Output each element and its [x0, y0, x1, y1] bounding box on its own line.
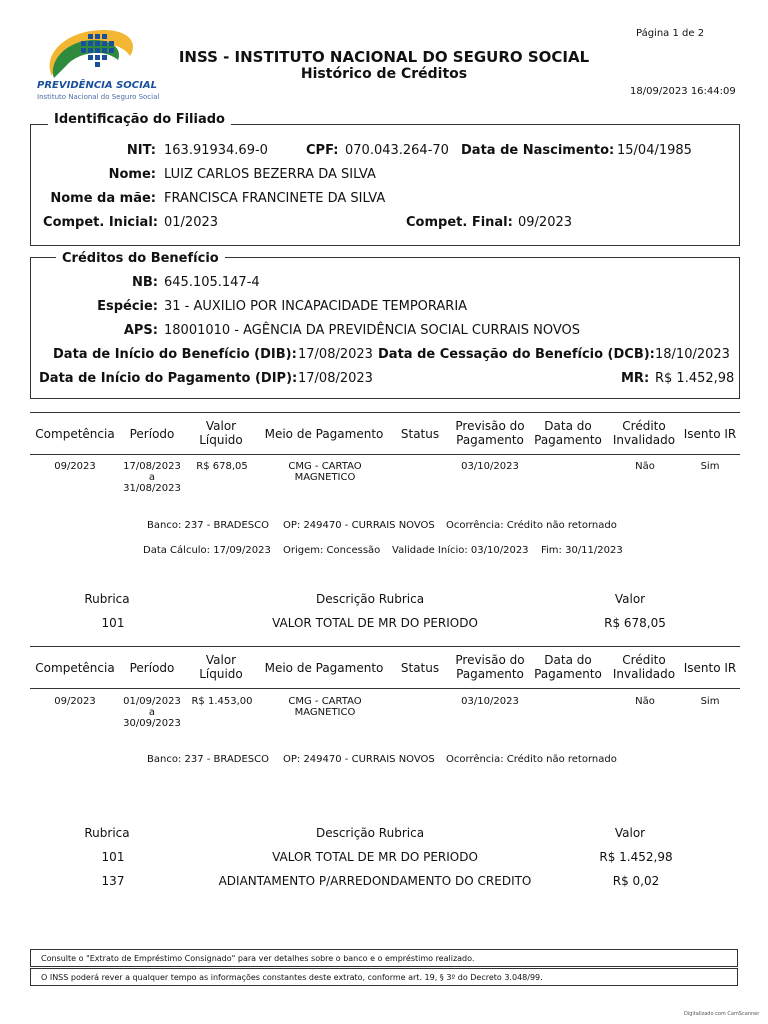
row1-valor: R$ 678,05	[196, 461, 248, 472]
rubrica-descricao: VALOR TOTAL DE MR DO PERIODO	[272, 616, 478, 630]
dcb-value: 18/10/2023	[655, 347, 730, 362]
mr-label: MR:	[621, 371, 650, 386]
nascimento-label: Data de Nascimento:	[461, 143, 615, 158]
aps-label: APS:	[123, 323, 158, 338]
row1-ocorrencia: Ocorrência: Crédito não retornado	[446, 520, 617, 531]
th-credito-invalidado: Crédito Invalidado	[612, 419, 676, 447]
row2-previsao: 03/10/2023	[461, 696, 519, 707]
nb-label: NB:	[132, 275, 158, 290]
rubrica-descricao: VALOR TOTAL DE MR DO PERIODO	[272, 850, 478, 864]
beneficio-legend: Créditos do Benefício	[56, 251, 225, 266]
row1-meio: CMG - CARTAO MAGNETICO	[288, 461, 362, 483]
table-top-rule	[30, 412, 740, 413]
footer-note-consignado: Consulte o "Extrato de Empréstimo Consignado" para ver detalhes sobre o banco e o empréstimo realizado.	[30, 949, 738, 967]
th-competencia: Competência	[35, 661, 115, 675]
row2-valor: R$ 1.453,00	[191, 696, 253, 707]
row1-previsao: 03/10/2023	[461, 461, 519, 472]
th-valor: Valor Líquido	[199, 653, 243, 681]
filiado-legend: Identificação do Filiado	[48, 112, 231, 127]
th-credito-invalidado: Crédito Invalidado	[612, 653, 676, 681]
row2-meio: CMG - CARTAO MAGNETICO	[288, 696, 362, 718]
th-status: Status	[400, 427, 440, 441]
footer-note-decreto: O INSS poderá rever a qualquer tempo as informações constantes deste extrato, conforme art. 19, § 3º do Decreto 3.048/99.	[30, 968, 738, 986]
rubrica-valor: R$ 0,02	[612, 874, 660, 888]
row2-op: OP: 249470 - CURRAIS NOVOS	[283, 754, 435, 765]
rubrica-header: Rubrica	[84, 826, 130, 840]
row2-ocorrencia: Ocorrência: Crédito não retornado	[446, 754, 617, 765]
nit-label: NIT:	[126, 143, 156, 158]
row2-periodo: 01/09/2023 a 30/09/2023	[123, 696, 181, 729]
dip-label: Data de Início do Pagamento (DIP):	[39, 371, 298, 386]
cpf-value: 070.043.264-70	[345, 143, 449, 158]
nb-value: 645.105.147-4	[164, 275, 260, 290]
row2-banco: Banco: 237 - BRADESCO	[147, 754, 270, 765]
dcb-label: Data de Cessação do Benefício (DCB):	[378, 347, 655, 362]
logo-text: PREVIDÊNCIA SOCIAL	[37, 80, 157, 91]
nome-label: Nome:	[108, 167, 156, 182]
nome-value: LUIZ CARLOS BEZERRA DA SILVA	[164, 167, 376, 182]
th-meio-pagamento: Meio de Pagamento	[264, 427, 384, 441]
row2-competencia: 09/2023	[54, 696, 96, 707]
rubrica-code: 101	[101, 616, 125, 630]
row2-invalidado: Não	[635, 696, 655, 707]
row1-data-calculo: Data Cálculo: 17/09/2023	[143, 545, 271, 556]
th-previsao: Previsão do Pagamento	[455, 653, 525, 681]
th-isento-ir: Isento IR	[683, 427, 737, 441]
aps-value: 18001010 - AGÊNCIA DA PREVIDÊNCIA SOCIAL CURRAIS NOVOS	[164, 323, 581, 338]
compet-final-label: Compet. Final:	[406, 215, 513, 230]
table2-top-rule	[30, 646, 740, 647]
valor-header: Valor	[614, 592, 646, 606]
rubrica-code: 101	[101, 850, 125, 864]
compet-inicial-value: 01/2023	[164, 215, 219, 230]
th-data-pagamento: Data do Pagamento	[534, 653, 602, 681]
th-competencia: Competência	[35, 427, 115, 441]
compet-inicial-label: Compet. Inicial:	[43, 215, 158, 230]
document-title: INSS - INSTITUTO NACIONAL DO SEGURO SOCIAL	[178, 48, 590, 66]
rubrica-valor: R$ 678,05	[604, 616, 666, 630]
row1-competencia: 09/2023	[54, 461, 96, 472]
dib-label: Data de Início do Benefício (DIB):	[53, 347, 297, 362]
logo-subtitle: Instituto Nacional do Seguro Social	[37, 93, 160, 101]
dib-value: 17/08/2023	[298, 347, 373, 362]
th-meio-pagamento: Meio de Pagamento	[264, 661, 384, 675]
print-datetime: 18/09/2023 16:44:09	[630, 86, 736, 97]
row1-op: OP: 249470 - CURRAIS NOVOS	[283, 520, 435, 531]
valor-header: Valor	[614, 826, 646, 840]
th-periodo: Período	[129, 661, 175, 675]
th-status: Status	[400, 661, 440, 675]
table2-header-rule	[30, 688, 740, 689]
row1-isento: Sim	[700, 461, 720, 472]
especie-label: Espécie:	[97, 299, 158, 314]
descricao-header: Descrição Rubrica	[315, 826, 425, 840]
row1-origem: Origem: Concessão	[283, 545, 381, 556]
th-isento-ir: Isento IR	[683, 661, 737, 675]
page-number: Página 1 de 2	[636, 28, 705, 39]
mae-value: FRANCISCA FRANCINETE DA SILVA	[164, 191, 386, 206]
document-subtitle: Histórico de Créditos	[300, 66, 468, 82]
th-data-pagamento: Data do Pagamento	[534, 419, 602, 447]
rubrica-code: 137	[101, 874, 125, 888]
row1-fim: Fim: 30/11/2023	[541, 545, 623, 556]
nascimento-value: 15/04/1985	[617, 143, 692, 158]
row1-validade: Validade Início: 03/10/2023	[392, 545, 529, 556]
mr-value: R$ 1.452,98	[655, 371, 735, 386]
mae-label: Nome da mãe:	[50, 191, 156, 206]
especie-value: 31 - AUXILIO POR INCAPACIDADE TEMPORARIA	[164, 299, 468, 314]
table-header-rule	[30, 454, 740, 455]
row1-periodo: 17/08/2023 a 31/08/2023	[123, 461, 181, 494]
cpf-label: CPF:	[306, 143, 339, 158]
rubrica-descricao: ADIANTAMENTO P/ARREDONDAMENTO DO CREDITO	[218, 874, 532, 888]
dip-value: 17/08/2023	[298, 371, 373, 386]
nit-value: 163.91934.69-0	[164, 143, 268, 158]
row1-invalidado: Não	[635, 461, 655, 472]
th-previsao: Previsão do Pagamento	[455, 419, 525, 447]
row2-isento: Sim	[700, 696, 720, 707]
rubrica-header: Rubrica	[84, 592, 130, 606]
row1-banco: Banco: 237 - BRADESCO	[147, 520, 270, 531]
rubrica-valor: R$ 1.452,98	[599, 850, 673, 864]
th-valor: Valor Líquido	[199, 419, 243, 447]
th-periodo: Período	[129, 427, 175, 441]
scanner-watermark: Digitalizado com CamScanner	[684, 1011, 760, 1017]
compet-final-value: 09/2023	[518, 215, 573, 230]
descricao-header: Descrição Rubrica	[315, 592, 425, 606]
